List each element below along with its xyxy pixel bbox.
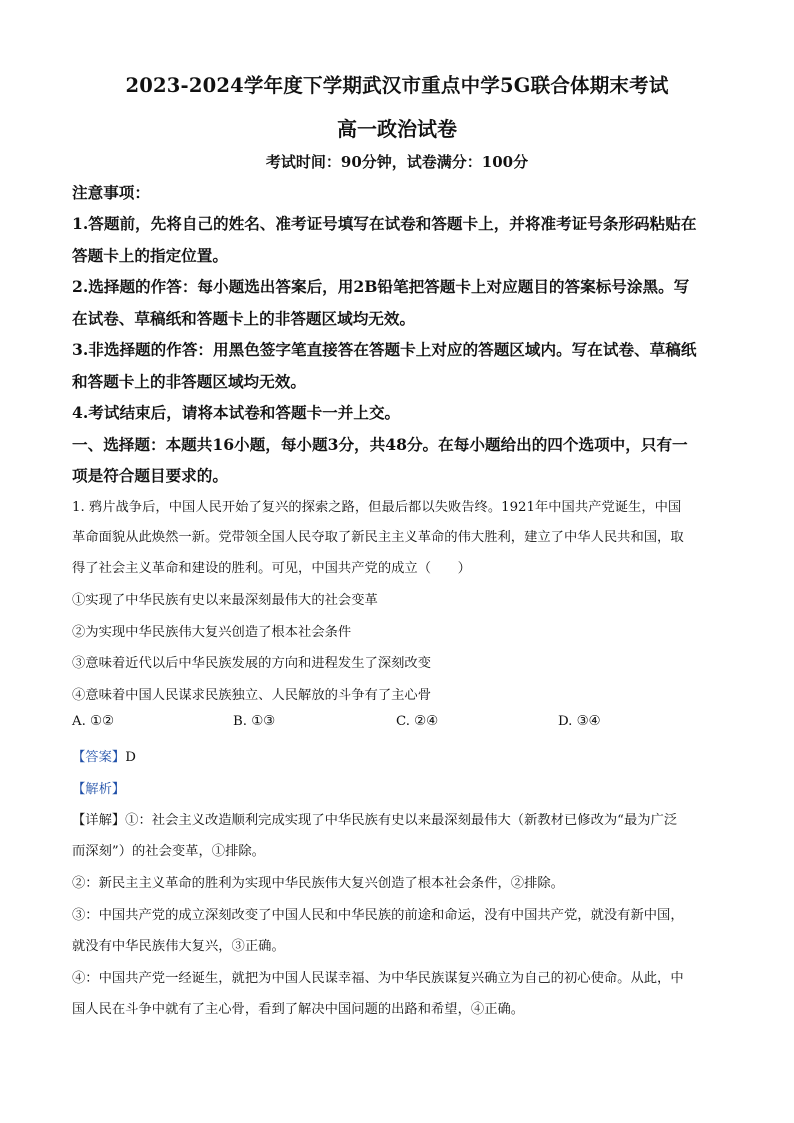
detail-line: 【详解】①：社会主义改造顺利完成实现了中华民族有史以来最深刻最伟大（新教材已修改为“最为广泛	[72, 813, 678, 828]
detail-line: 而深刻”）的社会变革，①排除。	[72, 844, 265, 859]
exam-title: 2023-2024学年度下学期武汉市重点中学5G联合体期末考试	[125, 74, 669, 97]
notice-heading: 注意事项：	[72, 183, 150, 202]
detail-line: 国人民在斗争中就有了主心骨，看到了解决中国问题的出路和希望，④正确。	[72, 1002, 525, 1017]
notice-line: 3.非选择题的作答：用黑色签字笔直接答在答题卡上对应的答题区域内。写在试卷、草稿纸	[72, 340, 697, 359]
detail-line: 就没有中华民族伟大复兴，③正确。	[72, 939, 285, 954]
exam-info: 考试时间：90分钟，试卷满分：100分	[265, 153, 529, 171]
answer-label: 【答案】	[72, 750, 126, 765]
notice-line: 和答题卡上的非答题区域均无效。	[72, 372, 306, 391]
option-c: C. ②④	[396, 714, 438, 729]
notice-line: 4.考试结束后，请将本试卷和答题卡一并上交。	[72, 403, 401, 422]
statement-3: ③意味着近代以后中华民族发展的方向和进程发生了深刻改变	[72, 656, 432, 671]
detail-line: ②：新民主主义革命的胜利为实现中华民族伟大复兴创造了根本社会条件，②排除。	[72, 876, 564, 891]
question-stem: 革命面貌从此焕然一新。党带领全国人民夺取了新民主主义革命的伟大胜利，建立了中华人民共和国，取	[72, 530, 684, 545]
statement-4: ④意味着中国人民谋求民族独立、人民解放的斗争有了主心骨	[72, 688, 432, 703]
notice-line: 答题卡上的指定位置。	[72, 246, 228, 265]
detail-line: ③：中国共产党的成立深刻改变了中国人民和中华民族的前途和命运，没有中国共产党，就没有新中国，	[72, 908, 684, 923]
statement-1: ①实现了中华民族有史以来最深刻最伟大的社会变革	[72, 593, 378, 608]
exam-subtitle: 高一政治试卷	[337, 117, 457, 141]
section-heading: 一、选择题：本题共16小题，每小题3分，共48分。在每小题给出的四个选项中，只有一	[72, 435, 688, 454]
notice-line: 在试卷、草稿纸和答题卡上的非答题区域均无效。	[72, 309, 416, 328]
analysis-label: 【解析】	[72, 782, 126, 797]
section-heading: 项是符合题目要求的。	[72, 466, 228, 485]
option-d: D. ③④	[558, 714, 601, 729]
option-b: B. ①③	[233, 714, 276, 729]
option-a: A. ①②	[72, 714, 114, 729]
answer-value: D	[125, 750, 136, 765]
question-stem: 1. 鸦片战争后，中国人民开始了复兴的探索之路，但最后都以失败告终。1921年中国共产党诞生，中国	[72, 500, 682, 515]
question-stem: 得了社会主义革命和建设的胜利。可见，中国共产党的成立（ ）	[72, 561, 471, 576]
notice-line: 1.答题前，先将自己的姓名、准考证号填写在试卷和答题卡上，并将准考证号条形码粘贴在	[72, 214, 697, 233]
statement-2: ②为实现中华民族伟大复兴创造了根本社会条件	[72, 625, 352, 640]
answer-line	[72, 746, 136, 765]
detail-line: ④：中国共产党一经诞生，就把为中国人民谋幸福、为中华民族谋复兴确立为自己的初心使命。从此，中	[72, 971, 684, 986]
notice-line: 2.选择题的作答：每小题选出答案后，用2B铅笔把答题卡上对应题目的答案标号涂黑。写	[72, 277, 690, 296]
